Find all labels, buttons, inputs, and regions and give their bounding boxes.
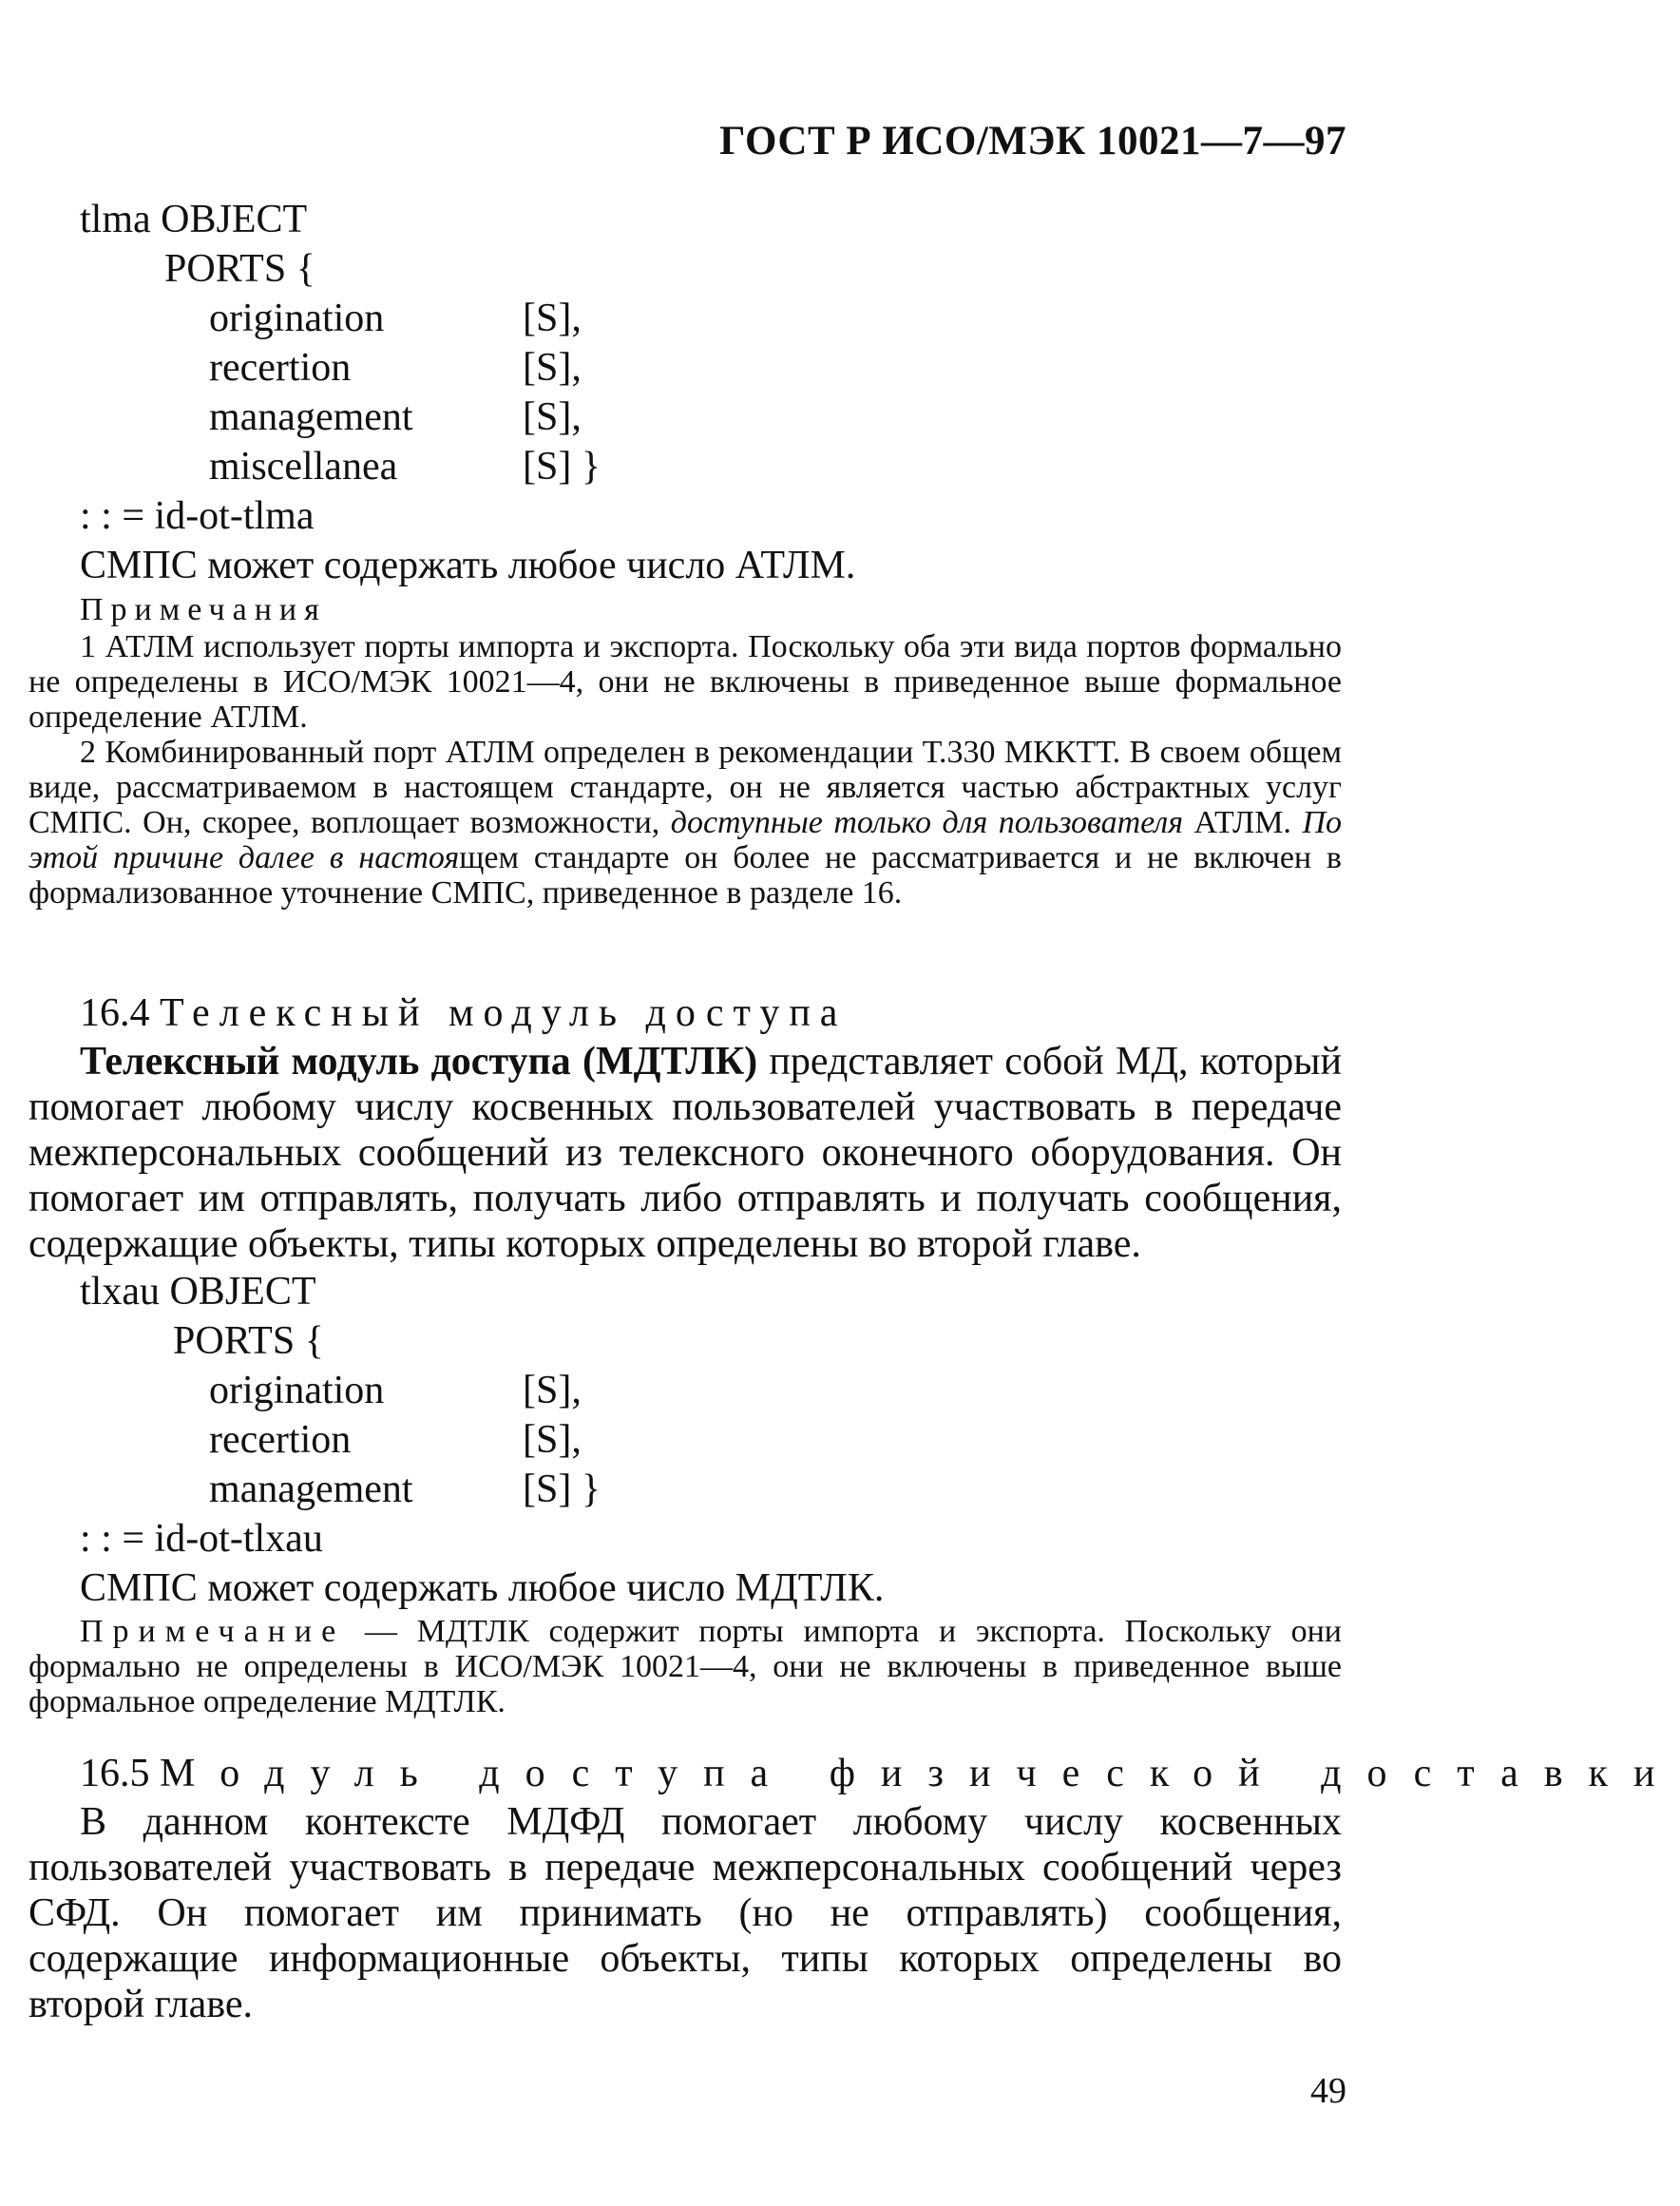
- port-name: origination: [209, 297, 385, 340]
- note-1: 1 АТЛМ использует порты импорта и экспорта. Поскольку оба эти вида портов формально не определены в ИСО/МЭК 10021—4, они не включены в приведенное выше формальное определение АТЛМ.: [29, 629, 1342, 735]
- ports-open: PORTS {: [164, 247, 315, 291]
- section-title: Модуль доступа физической доставки: [160, 1752, 1680, 1795]
- port-value: [S],: [523, 346, 582, 390]
- section-paragraph: [29, 1039, 1342, 1267]
- ports-open: PORTS {: [173, 1319, 324, 1363]
- page-number: 49: [1310, 2071, 1346, 2111]
- port-row: [29, 294, 1342, 343]
- note-label: Примечание: [80, 1614, 346, 1649]
- section-16-4: [29, 988, 1342, 1719]
- object-definition: tlxau OBJECT: [80, 1270, 316, 1314]
- tlma-block: [29, 195, 1342, 911]
- object-assignment: : : = id-ot-tlma: [80, 494, 315, 538]
- port-value: [S],: [523, 297, 582, 340]
- bold-lead: Телексный модуль доступа (МДТЛК): [80, 1040, 758, 1084]
- port-name: recertion: [209, 1418, 352, 1462]
- object-assignment: : : = id-ot-tlxau: [80, 1517, 323, 1561]
- note-2: [29, 735, 1342, 911]
- note-2-italic: По этой причине далее в настоя: [29, 805, 1342, 875]
- section-16-5: [29, 1749, 1680, 2027]
- port-row: [29, 393, 1342, 442]
- port-value: [S] }: [523, 445, 601, 489]
- section-number: 16.4: [80, 991, 150, 1035]
- port-row: [29, 442, 1342, 491]
- port-name: miscellanea: [209, 445, 398, 489]
- port-row: [29, 1465, 1342, 1514]
- note-text: — МДТЛК содержит порты импорта и экспорта. Поскольку они формально не определены в ИСО/МЭК 10021—4, они не включены в приведенное выше формальное определение МДТЛК.: [29, 1614, 1342, 1719]
- port-row: [29, 1415, 1342, 1465]
- port-row: [29, 1366, 1342, 1415]
- port-name: management: [209, 1467, 413, 1511]
- section-number: 16.5: [80, 1752, 150, 1795]
- note: [29, 1614, 1342, 1719]
- note-2-text: 2 Комбинированный порт АТЛМ определен в рекомендации Т.330 МККТТ. В своем общем виде, рассматриваемом в настоящем стандарте, он не является частью абстрактных услуг СМПС. Он, скорее, воплощает возможности,: [29, 735, 1342, 840]
- port-name: recertion: [209, 346, 352, 390]
- port-value: [S],: [523, 395, 582, 439]
- statement: СМПС может содержать любое число АТЛМ.: [80, 544, 856, 587]
- section-heading: [29, 1749, 1680, 1799]
- notes-title: Примечания: [80, 592, 327, 627]
- port-name: management: [209, 395, 413, 439]
- port-value: [S],: [523, 1369, 582, 1412]
- section-paragraph: В данном контексте МДФД помогает любому числу косвенных пользователей участвовать в передаче межперсональных сообщений через СФД. Он помогает им принимать (но не отправлять) сообщения, содержащие информационные объекты, типы которых определены во второй главе.: [29, 1800, 1342, 2026]
- port-value: [S],: [523, 1418, 582, 1462]
- port-name: origination: [209, 1369, 385, 1412]
- section-heading: [29, 988, 1342, 1039]
- note-2-text: АТЛМ.: [1183, 805, 1303, 840]
- port-row: [29, 343, 1342, 393]
- statement: СМПС может содержать любое число МДТЛК.: [80, 1566, 885, 1610]
- page-header: ГОСТ Р ИСО/МЭК 10021—7—97: [719, 119, 1346, 163]
- note-2-italic: доступные только для пользователя: [670, 805, 1183, 840]
- section-title: Телексный модуль доступа: [160, 991, 848, 1035]
- paragraph-text: представляет собой МД, который помогает любому числу косвенных пользователей участвовать в передаче межперсональных сообщений из телексного оконечного оборудования. Он помогает им отправлять, получать либо отправлять и получать сообщения, содержащие объекты, типы которых определены во второй главе.: [29, 1040, 1342, 1266]
- port-value: [S] }: [523, 1467, 601, 1511]
- note-2-text: щем стандарте он более не рассматривается и не включен в формализованное уточнение СМПС, приведенное в разделе 16.: [29, 840, 1342, 911]
- object-definition: tlma OBJECT: [80, 198, 308, 241]
